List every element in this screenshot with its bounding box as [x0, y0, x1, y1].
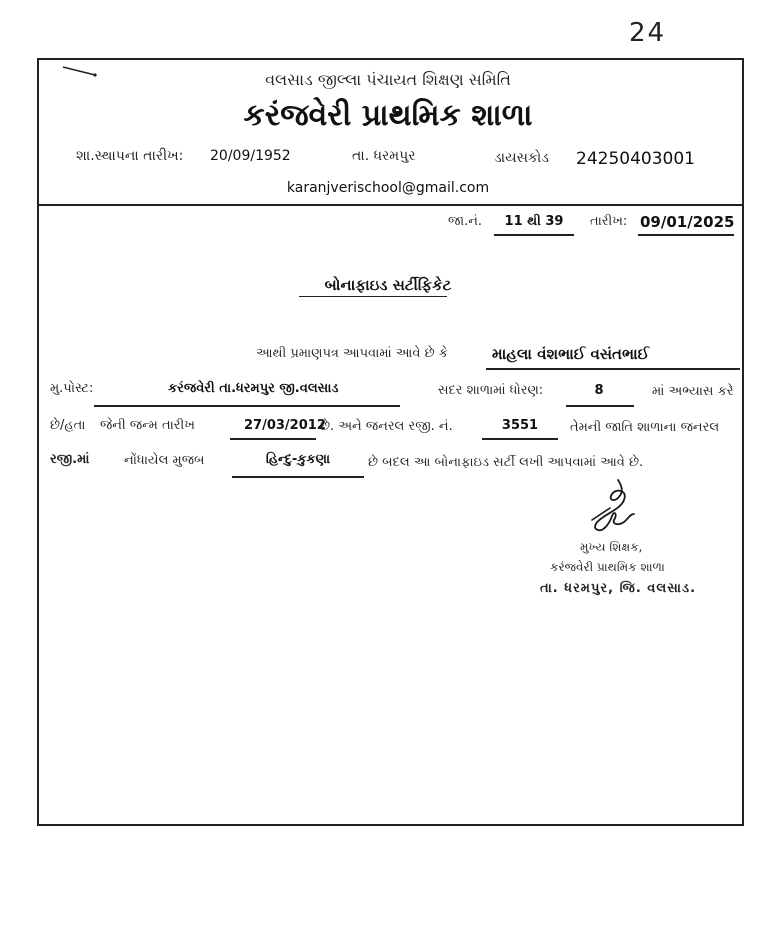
- dob-label: જેની જન્મ તારીખ: [100, 418, 195, 433]
- school-email: karanjverischool@gmail.com: [286, 180, 490, 196]
- intro-text: આથી પ્રમાણપત્ર આપવામાં આવે છે કે: [256, 346, 448, 361]
- caste-underline: [232, 476, 364, 478]
- register-underline: [482, 438, 558, 440]
- post-label: મુ.પોસ્ટ:: [50, 381, 94, 396]
- name-underline: [486, 368, 740, 370]
- post-value: કરંજવેરી તા.ધરમપુર જી.વલસાડ: [168, 381, 339, 396]
- dise-label: ડાયસકોડ: [494, 150, 549, 166]
- post-underline: [94, 405, 400, 407]
- was-text: છે/હતા: [50, 418, 86, 433]
- register-no: 3551: [501, 418, 539, 433]
- signatory-school: કરંજવેરી પ્રાથમિક શાળા: [550, 560, 665, 574]
- std-underline: [566, 405, 634, 407]
- signatory-role: મુખ્ય શિક્ષક,: [580, 540, 643, 554]
- register-text: છે. અને જનરલ રજી. નં.: [320, 419, 453, 434]
- dob-underline: [230, 438, 316, 440]
- establishment-label: શા.સ્થાપના તારીખ:: [76, 148, 184, 164]
- closing-text: છે બદલ આ બોનાફાઇડ સર્ટી લખી આપવામાં આવે છે.: [368, 455, 644, 470]
- student-name: માહલા વંશભાઈ વસંતભાઈ: [492, 345, 650, 363]
- caste-text: તેમની જાતિ શાળાના જનરલ: [570, 420, 720, 435]
- jn-value: 11 થી 39: [504, 214, 564, 229]
- jn-underline: [494, 234, 574, 236]
- establishment-date: 20/09/1952: [210, 148, 291, 164]
- certificate-border: [37, 58, 744, 826]
- jn-label: જા.નં.: [448, 214, 483, 229]
- signatory-place: તા. ધરમપુર, જિ. વલસાડ.: [540, 581, 697, 596]
- title-underline: [299, 296, 447, 297]
- school-name: કરંજવેરી પ્રાથમિક શાળા: [243, 98, 533, 133]
- date-underline: [638, 234, 734, 236]
- date-label: તારીખ:: [590, 214, 628, 229]
- dob-value: 27/03/2012: [244, 418, 326, 433]
- std-value: 8: [594, 383, 604, 398]
- reg-label: રજી.માં: [50, 452, 90, 467]
- school-std-label: સદર શાળામાં ધોરણ:: [438, 383, 544, 398]
- certificate-title: બોનાફાઇડ સર્ટીફિકેટ: [324, 276, 452, 294]
- recorded-text: નોંધાયેલ મુજબ: [124, 453, 205, 468]
- signature-mark: [588, 478, 640, 536]
- studying-text: માં અભ્યાસ કરે: [652, 384, 734, 399]
- page-number: 24: [629, 18, 667, 48]
- header-divider: [37, 204, 744, 206]
- samiti-name: વલસાડ જીલ્લા પંચાયત શિક્ષણ સમિતિ: [265, 70, 511, 89]
- dise-code: 24250403001: [576, 149, 695, 169]
- caste-value: હિન્દુ-કુકણા: [265, 452, 331, 467]
- taluka-text: તા. ધરમપુર: [352, 148, 416, 164]
- date-value: 09/01/2025: [640, 213, 735, 231]
